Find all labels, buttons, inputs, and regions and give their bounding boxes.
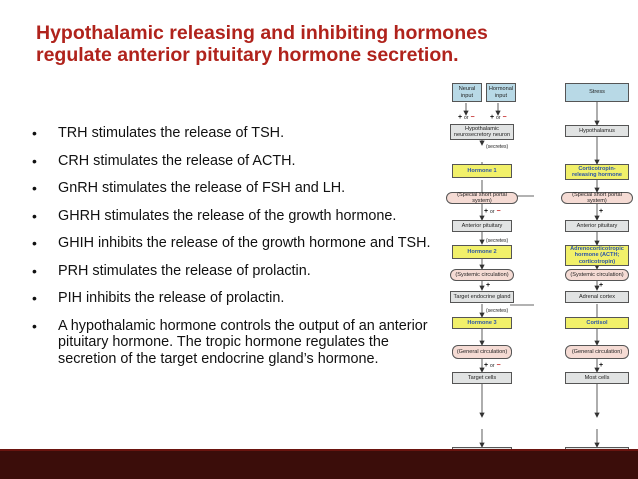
secretes-label: (secretes)	[486, 144, 509, 150]
bullet-list	[30, 125, 442, 367]
plus-sign: +	[458, 114, 463, 121]
bullet-item	[30, 290, 442, 307]
right-systemic-effect: +	[599, 282, 604, 289]
portal-system-box: (Special short portal system)	[446, 192, 518, 204]
footer-bar	[0, 449, 638, 479]
bullet-dot: •	[32, 207, 37, 224]
minus-sign: −	[502, 114, 507, 121]
slide-title	[36, 22, 596, 66]
hormonal-input-effect	[490, 114, 507, 121]
neural-input-effect	[458, 114, 475, 121]
bullet-text: GHIH inhibits the release of the growth hormone and TSH.	[58, 235, 431, 251]
bullet-item	[30, 235, 442, 252]
or-label: or	[490, 363, 495, 369]
or-label: or	[490, 209, 495, 215]
right-general-effect: +	[599, 362, 604, 369]
bullet-dot: •	[32, 180, 37, 196]
portal-effect	[484, 208, 501, 215]
plus-sign: +	[484, 362, 489, 369]
right-portal-system-box: (Special short portal system)	[561, 192, 633, 204]
general-effect	[484, 362, 501, 369]
bullet-text: PRH stimulates the release of prolactin.	[58, 262, 311, 279]
target-gland-box: Target endocrine gland	[450, 291, 514, 303]
bullet-text: PIH inhibits the release of prolactin.	[58, 290, 285, 306]
bullet-text: TRH stimulates the release of TSH.	[58, 125, 285, 141]
bullet-text: GHRH stimulates the release of the growth hormone.	[58, 207, 397, 224]
right-general-circulation-box: (General circulation)	[565, 345, 629, 359]
neurosecretory-neuron-box: Hypothalamic neurosecretory neuron	[450, 124, 514, 140]
bullet-text: CRH stimulates the release of ACTH.	[58, 152, 296, 169]
minus-sign: −	[496, 362, 501, 369]
anterior-pituitary-box: Anterior pituitary	[452, 220, 512, 232]
stress-box: Stress	[565, 83, 629, 102]
bullet-item	[30, 318, 442, 368]
right-anterior-pituitary-box: Anterior pituitary	[565, 220, 629, 232]
hormone-3-box: Hormone 3	[452, 317, 512, 329]
bullet-dot: •	[32, 262, 37, 279]
hormone-1-box: Hormone 1	[452, 164, 512, 178]
bullet-dot: •	[32, 125, 37, 141]
acth-box: Adrenocorticotropic hormone (ACTH; corticotropin)	[565, 245, 629, 266]
neural-input-box: Neural input	[452, 83, 482, 102]
most-cells-box: Most cells	[565, 372, 629, 384]
bullet-dot: •	[32, 152, 37, 169]
secretes-label-2: (secretes)	[486, 238, 509, 244]
or-label: or	[496, 115, 501, 121]
bullet-item	[30, 180, 442, 197]
title-line-1: Hypothalamic releasing and inhibiting hormones	[36, 22, 488, 44]
bullet-dot: •	[32, 290, 37, 306]
hormone-pathway-diagram	[446, 80, 638, 479]
footer-accent-line	[0, 449, 638, 451]
bullet-dot: •	[32, 317, 37, 334]
crh-box: Corticotropin-releasing hormone	[565, 164, 629, 180]
systemic-effect: +	[486, 282, 491, 289]
bullet-item	[30, 208, 442, 225]
title-line-2: regulate anterior pituitary hormone secretion.	[36, 44, 459, 66]
cortisol-box: Cortisol	[565, 317, 629, 329]
right-systemic-circulation-box: (Systemic circulation)	[565, 269, 629, 281]
minus-sign: −	[470, 114, 475, 121]
plus-sign: +	[484, 208, 489, 215]
bullet-item	[30, 125, 442, 142]
target-cells-box: Target cells	[452, 372, 512, 384]
bullet-dot: •	[32, 235, 37, 251]
bullet-item	[30, 153, 442, 170]
general-circulation-box: (General circulation)	[452, 345, 512, 359]
hormonal-input-box: Hormonal input	[486, 83, 516, 102]
right-portal-effect: +	[599, 208, 604, 215]
hormone-2-box: Hormone 2	[452, 245, 512, 259]
secretes-label-3: (secretes)	[486, 308, 509, 314]
bullet-text: A hypothalamic hormone controls the output of an anterior pituitary hormone. The tropic hormone regulates the secretion of the target endocrine gland’s hormone.	[58, 317, 428, 367]
bullet-item	[30, 263, 442, 280]
adrenal-cortex-box: Adrenal cortex	[565, 291, 629, 303]
hypothalamus-box: Hypothalamus	[565, 125, 629, 137]
bullet-text: GnRH stimulates the release of FSH and LH.	[58, 180, 346, 196]
or-label: or	[464, 115, 469, 121]
minus-sign: −	[496, 208, 501, 215]
systemic-circulation-box: (Systemic circulation)	[450, 269, 514, 281]
plus-sign: +	[490, 114, 495, 121]
